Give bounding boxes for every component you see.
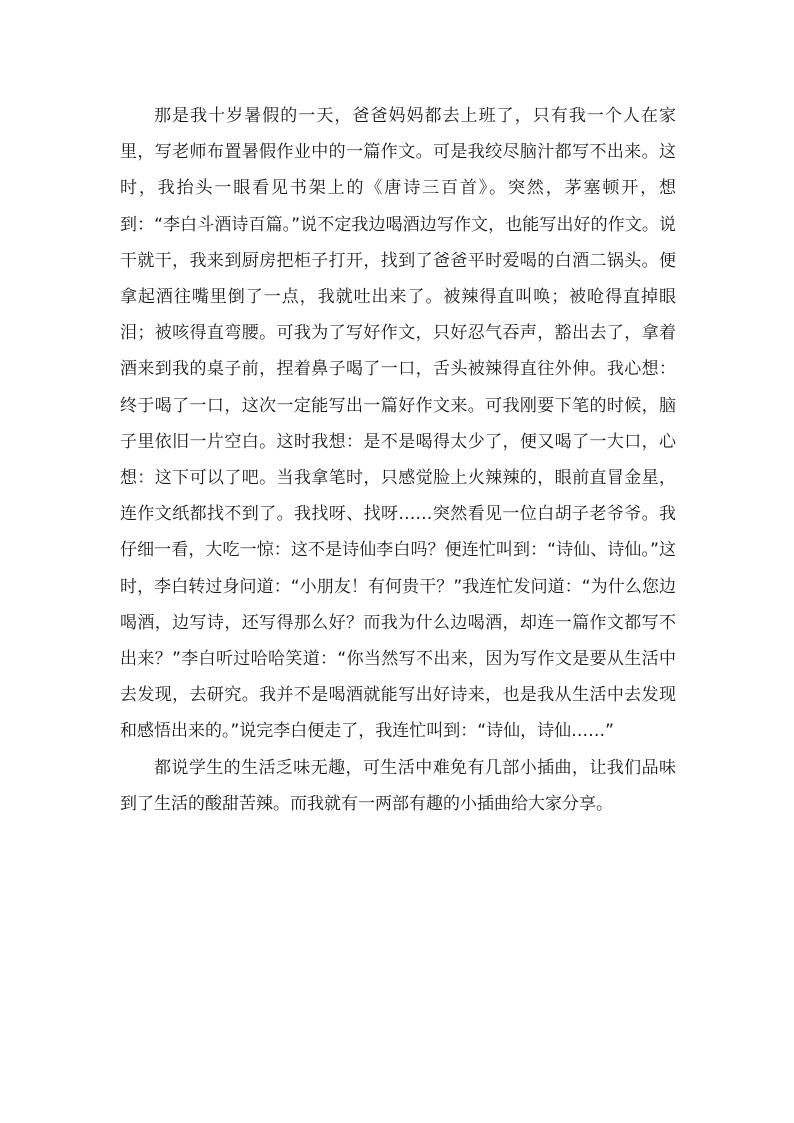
document-body: [120, 98, 676, 822]
paragraph-1: 那是我十岁暑假的一天，爸爸妈妈都去上班了，只有我一个人在家里，写老师布置暑假作业中的一篇作文。可是我绞尽脑汁都写不出来。这时，我抬头一眼看见书架上的《唐诗三百首》。突然，茅塞顿开，想到：“李白斗酒诗百篇。”说不定我边喝酒边写作文，也能写出好的作文。说干就干，我来到厨房把柜子打开，找到了爸爸平时爱喝的白酒二锅头。便拿起酒往嘴里倒了一点，我就吐出来了。被辣得直叫唤；被呛得直掉眼泪；被咳得直弯腰。可我为了写好作文，只好忍气吞声，豁出去了，拿着酒来到我的桌子前，捏着鼻子喝了一口，舌头被辣得直往外伸。我心想：终于喝了一口，这次一定能写出一篇好作文来。可我刚要下笔的时候，脑子里依旧一片空白。这时我想：是不是喝得太少了，便又喝了一大口，心想：这下可以了吧。当我拿笔时，只感觉脸上火辣辣的，眼前直冒金星，连作文纸都找不到了。我找呀、找呀……突然看见一位白胡子老爷爷。我仔细一看，大吃一惊：这不是诗仙李白吗？便连忙叫到：“诗仙、诗仙。”这时，李白转过身问道：“小朋友！有何贵干？”我连忙发问道：“为什么您边喝酒，边写诗，还写得那么好？而我为什么边喝酒，却连一篇作文都写不出来？”李白听过哈哈笑道：“你当然写不出来，因为写作文是要从生活中去发现，去研究。我并不是喝酒就能写出好诗来，也是我从生活中去发现和感悟出来的。”说完李白便走了，我连忙叫到：“诗仙，诗仙……”: [120, 106, 676, 742]
paragraph-2: 都说学生的生活乏味无趣，可生活中难免有几部小插曲，让我们品味到了生活的酸甜苦辣。而我就有一两部有趣的小插曲给大家分享。: [120, 757, 676, 814]
